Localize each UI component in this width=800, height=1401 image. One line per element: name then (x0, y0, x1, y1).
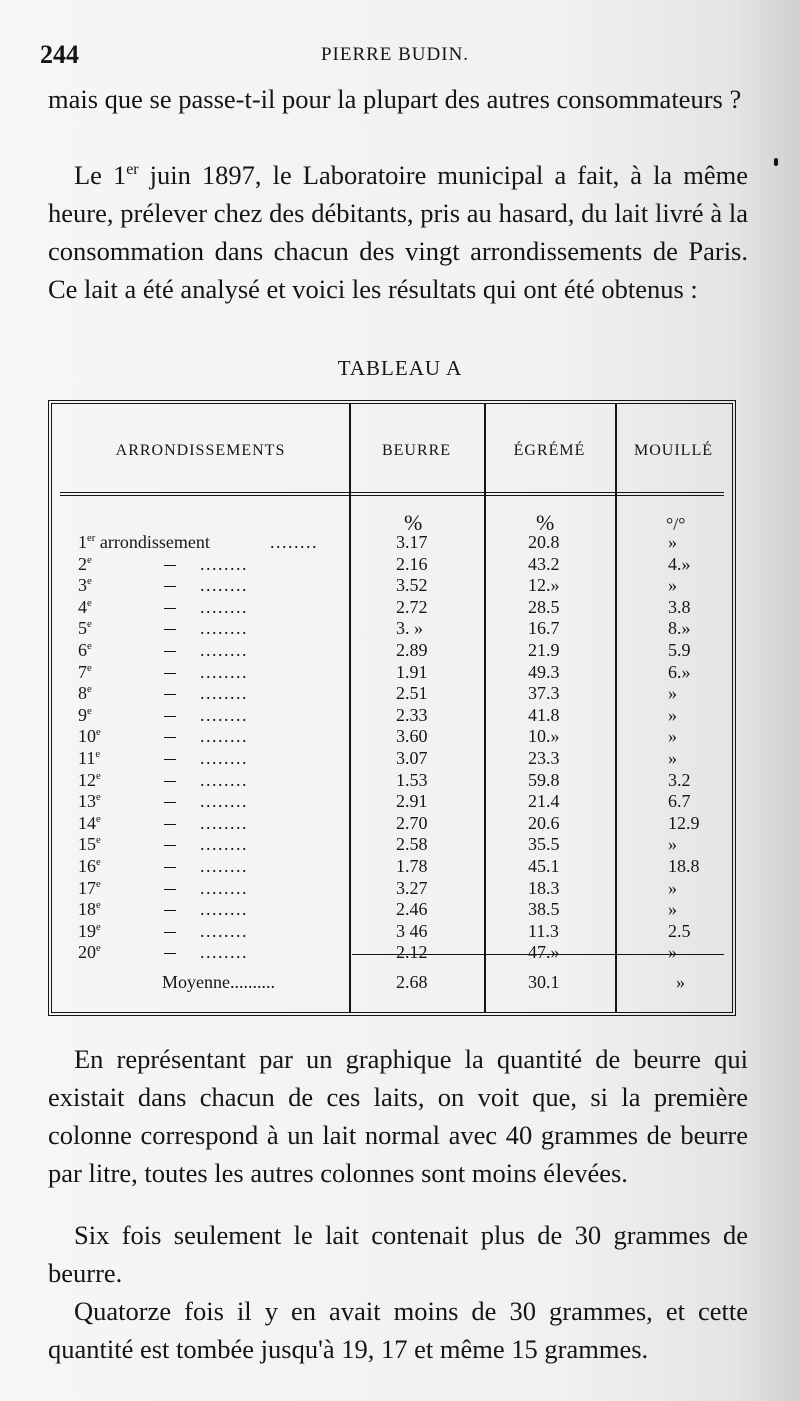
table-body (52, 532, 732, 964)
ordinal-suffix: er (87, 532, 96, 544)
leader-dots: ........ (200, 575, 248, 596)
leader-dots: ........ (200, 639, 248, 660)
beurre-value: 1.53 (396, 769, 428, 790)
mouille-value: » (668, 834, 677, 855)
ditto-dash (164, 910, 176, 911)
ordinal-suffix: e (87, 704, 92, 717)
col-header-ecreme: ÉGRÉMÉ (513, 442, 586, 459)
table-row (52, 554, 732, 576)
beurre-value: 1.78 (396, 855, 428, 876)
ordinal-suffix: e (96, 899, 101, 912)
ecreme-value: 18.3 (528, 877, 560, 898)
ecreme-value: 10.» (528, 726, 560, 747)
arrondissement-number: 4 (78, 596, 87, 617)
mouille-value: » (668, 704, 677, 725)
ordinal-suffix: e (87, 596, 92, 609)
ditto-dash (164, 716, 176, 717)
beurre-value: 3.60 (396, 726, 428, 747)
beurre-value: 2.91 (396, 791, 428, 812)
ordinal-suffix: e (96, 920, 101, 933)
beurre-value: 2.16 (396, 553, 428, 574)
ditto-dash (164, 781, 176, 782)
ecreme-value: 20.6 (528, 812, 560, 833)
table-row (52, 575, 732, 597)
arrondissement-number: 15 (78, 834, 96, 855)
paragraph-1: mais que se passe-t-il pour la plupart des autres consommateurs ? (48, 84, 742, 114)
ink-speck (774, 158, 778, 166)
beurre-value: 2.72 (396, 596, 428, 617)
ordinal-suffix: e (87, 683, 92, 696)
leader-dots: ........ (200, 855, 248, 876)
arrondissement-number: 5 (78, 618, 87, 639)
mouille-value: » (668, 532, 677, 552)
ditto-dash (164, 845, 176, 846)
ordinal-suffix: e (87, 661, 92, 674)
paragraph-5: Quatorze fois il y en avait moins de 30 grammes, et cette quantité est tombée jusqu'à 19, 17 et même 15 grammes. (48, 1296, 748, 1364)
ecreme-value: 37.3 (528, 683, 560, 704)
table-row (52, 834, 732, 856)
mouille-value: » (668, 942, 677, 963)
leader-dots: ........ (200, 661, 248, 682)
arrondissement-label (78, 705, 92, 727)
mouille-value: 12.9 (668, 812, 700, 833)
table-row (52, 640, 732, 662)
ditto-dash (164, 953, 176, 954)
arrondissement-label (78, 791, 101, 813)
ditto-dash (164, 759, 176, 760)
mouille-value: » (668, 747, 677, 768)
ditto-dash (164, 694, 176, 695)
arrondissement-number: 12 (78, 769, 96, 790)
arrondissement-number: 17 (78, 877, 96, 898)
paragraph-2-sup: er (126, 161, 139, 179)
ditto-dash (164, 802, 176, 803)
col-header-beurre: BEURRE (381, 442, 452, 459)
beurre-value: 2.51 (396, 683, 428, 704)
arrondissement-label (78, 899, 101, 921)
ordinal-suffix: e (87, 639, 92, 652)
mouille-value: » (668, 726, 677, 747)
arrondissement-number: 1 (78, 532, 87, 552)
arrondissement-label (78, 748, 100, 770)
beurre-value: 2.12 (396, 942, 428, 963)
arrondissement-number: 16 (78, 855, 96, 876)
running-head: PIERRE BUDIN. (320, 44, 470, 65)
leader-dots: ........ (200, 920, 248, 941)
ordinal-suffix: e (96, 726, 101, 739)
leader-dots: ........ (200, 726, 248, 747)
beurre-value: 3. » (396, 618, 423, 639)
arrondissement-label (78, 683, 92, 705)
leader-dots: ........ (200, 747, 248, 768)
arrondissement-label (78, 726, 101, 748)
ordinal-suffix: e (96, 855, 101, 868)
arrondissement-number: 14 (78, 812, 96, 833)
arrondissement-label (78, 554, 92, 576)
ordinal-suffix: e (87, 553, 92, 566)
ordinal-suffix: e (96, 877, 101, 890)
leader-dots: ........ (200, 683, 248, 704)
percent-unit: % (404, 510, 423, 535)
mouille-value: 18.8 (668, 855, 700, 876)
ecreme-value: 47.» (528, 942, 560, 963)
arrondissement-number: 8 (78, 683, 87, 704)
table-row (52, 662, 732, 684)
leader-dots: ........ (200, 812, 248, 833)
data-table (48, 400, 736, 1016)
leader-dots: ........ (200, 834, 248, 855)
ordinal-suffix: e (95, 747, 101, 760)
mouille-value: » (668, 877, 677, 898)
arrondissement-number: 7 (78, 661, 87, 682)
table-row (52, 813, 732, 835)
ecreme-value: 45.1 (528, 855, 560, 876)
arrondissement-number: 3 (78, 575, 87, 596)
mouille-value: 5.9 (668, 639, 691, 660)
arrondissement-label (78, 878, 101, 900)
beurre-value: 2.70 (396, 812, 428, 833)
ordinal-suffix: e (87, 618, 92, 631)
table-row (52, 791, 732, 813)
beurre-value: 2.89 (396, 639, 428, 660)
ecreme-value: 21.4 (528, 791, 560, 812)
beurre-value: 3.07 (396, 747, 428, 768)
leader-dots: ........ (200, 596, 248, 617)
ecreme-value: 28.5 (528, 596, 560, 617)
ordinal-suffix: e (96, 769, 101, 782)
ditto-dash (164, 889, 176, 890)
col-header-arrondissements: ARRONDISSEMENTS (115, 442, 286, 459)
beurre-value: 3.17 (396, 532, 428, 552)
arrondissement-label (78, 942, 101, 964)
footer-beurre: 2.68 (396, 972, 428, 992)
paragraph-3: En représentant par un graphique la quantité de beurre qui existait dans chacun de ces laits, on voit que, si la première colonne correspond à un lait normal avec 40 grammes de beurre par litre, toutes les autres colonnes sont moins élevées. (48, 1044, 748, 1188)
beurre-value: 2.33 (396, 704, 428, 725)
ecreme-value: 35.5 (528, 834, 560, 855)
arrondissement-label (78, 597, 92, 619)
footer-rule (352, 954, 724, 955)
arrondissement-number: 11 (78, 747, 96, 768)
beurre-value: 1.91 (396, 661, 428, 682)
ecreme-value: 20.8 (528, 532, 560, 552)
mouille-value: » (668, 899, 677, 920)
ecreme-value: 41.8 (528, 704, 560, 725)
ecreme-value: 49.3 (528, 661, 560, 682)
percent-unit: °/° (666, 514, 686, 534)
arrondissement-label (78, 575, 92, 597)
ordinal-suffix: e (87, 575, 92, 588)
ecreme-value: 12.» (528, 575, 560, 596)
paragraph-2-start: Le 1 (74, 160, 127, 190)
arrondissement-label (78, 834, 101, 856)
ecreme-value: 11.3 (528, 920, 559, 941)
leader-dots: ........ (200, 704, 248, 725)
mouille-value: » (668, 683, 677, 704)
mouille-value: 6.» (668, 661, 691, 682)
mouille-value: 2.5 (668, 920, 691, 941)
arrondissement-number: 20 (78, 942, 96, 963)
ecreme-value: 23.3 (528, 747, 560, 768)
ecreme-value: 21.9 (528, 639, 560, 660)
page-number: 244 (40, 40, 79, 69)
ordinal-suffix: e (96, 942, 101, 955)
table-row (52, 878, 732, 900)
ditto-dash (164, 932, 176, 933)
mouille-value: 8.» (668, 618, 691, 639)
leader-dots: ........ (200, 553, 248, 574)
arrondissement-number: 18 (78, 899, 96, 920)
footer-ecreme: 30.1 (528, 972, 560, 992)
arrondissement-label (78, 921, 101, 943)
arrondissement-label (78, 813, 101, 835)
arrondissement-label (78, 640, 92, 662)
paragraph-4: Six fois seulement le lait contenait plus de 30 grammes de beurre. (48, 1220, 748, 1288)
table-row (52, 683, 732, 705)
mouille-value: 6.7 (668, 791, 691, 812)
ditto-dash (164, 629, 176, 630)
arrondissement-number: 13 (78, 791, 96, 812)
arrondissement-number: 2 (78, 553, 87, 574)
mouille-value: 3.8 (668, 596, 691, 617)
table-row (52, 726, 732, 748)
beurre-value: 2.46 (396, 899, 428, 920)
arrondissement-label (78, 856, 101, 878)
ordinal-suffix: e (96, 791, 101, 804)
beurre-value: 3.52 (396, 575, 428, 596)
leader-dots: ........ (200, 877, 248, 898)
leader-dots: ........ (200, 942, 248, 963)
table-row (52, 770, 732, 792)
ditto-dash (164, 586, 176, 587)
footer-label: Moyenne.......... (162, 972, 275, 992)
beurre-value: 3.27 (396, 877, 428, 898)
ditto-dash (164, 651, 176, 652)
col-header-mouille: MOUILLÉ (634, 442, 713, 459)
ecreme-value: 16.7 (528, 618, 560, 639)
ditto-dash (164, 608, 176, 609)
leader-dots: ........ (200, 899, 248, 920)
beurre-value: 3 46 (396, 920, 428, 941)
ditto-dash (164, 824, 176, 825)
table-row (52, 618, 732, 640)
table-row (52, 705, 732, 727)
leader-dots: ........ (200, 769, 248, 790)
arrondissement-number: 9 (78, 704, 87, 725)
ditto-dash (164, 737, 176, 738)
leader-dots: ........ (200, 791, 248, 812)
footer-mouille: » (676, 972, 685, 992)
table-title: TABLEAU A (337, 356, 463, 380)
leader-dots: ........ (270, 532, 318, 552)
table-row (52, 899, 732, 921)
mouille-value: 3.2 (668, 769, 691, 790)
arrondissement-label (78, 532, 210, 554)
leader-dots: ........ (200, 618, 248, 639)
arrondissement-word: arrondissement (95, 532, 210, 552)
arrondissement-label (78, 662, 92, 684)
ordinal-suffix: e (96, 834, 101, 847)
mouille-value: » (668, 575, 677, 596)
ordinal-suffix: e (96, 812, 101, 825)
percent-unit: % (536, 510, 555, 535)
page-header (40, 38, 750, 72)
arrondissement-number: 6 (78, 639, 87, 660)
ecreme-value: 38.5 (528, 899, 560, 920)
ecreme-value: 59.8 (528, 769, 560, 790)
ditto-dash (164, 867, 176, 868)
table-row (52, 532, 732, 554)
mouille-value: 4.» (668, 553, 691, 574)
arrondissement-label (78, 618, 92, 640)
paragraph-2-rest: juin 1897, le Laboratoire municipal a fait, à la même heure, prélever chez des débitants, pris au hasard, du lait livré à la consommation dans chacun des vingt arrondissements de Paris. Ce lait a été analysé et voici les résultats qui ont été obtenus : (48, 160, 748, 304)
arrondissement-number: 10 (78, 726, 96, 747)
paragraph-2 (48, 156, 748, 308)
ditto-dash (164, 565, 176, 566)
arrondissement-label (78, 770, 101, 792)
beurre-value: 2.58 (396, 834, 428, 855)
ecreme-value: 43.2 (528, 553, 560, 574)
table-row (52, 597, 732, 619)
arrondissement-number: 19 (78, 920, 96, 941)
header-rule (60, 492, 724, 496)
ditto-dash (164, 673, 176, 674)
table-row (52, 856, 732, 878)
table-row (52, 748, 732, 770)
table-row (52, 921, 732, 943)
